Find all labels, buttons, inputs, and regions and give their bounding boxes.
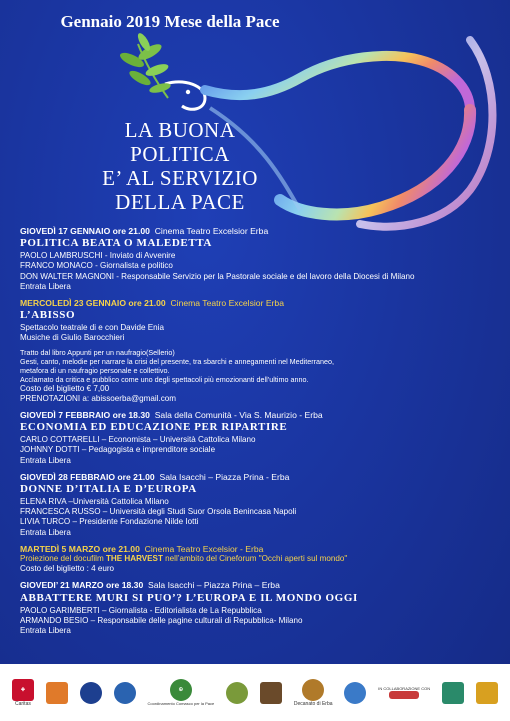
event-date: GIOVEDI’ 21 MARZO ore 18.30 Sala Isacchi – Piazza Prina – Erba bbox=[20, 580, 280, 591]
event-2 bbox=[20, 298, 495, 404]
event-title: DONNE D’ITALIA E D’EUROPA bbox=[20, 483, 197, 496]
sponsor-logo bbox=[46, 682, 68, 704]
events-list bbox=[20, 226, 495, 642]
ticket-price: Costo del biglietto € 7,00 bbox=[20, 383, 110, 393]
ticket-price: Costo del biglietto : 4 euro bbox=[20, 564, 115, 574]
event-line: Entrata Libera bbox=[20, 281, 71, 291]
event-venue: Cinema Teatro Excelsior - Erba bbox=[144, 543, 264, 554]
event-line: Entrata Libera bbox=[20, 455, 71, 465]
sponsor-logo bbox=[226, 682, 248, 704]
sponsor-logo bbox=[476, 682, 498, 704]
film-title: THE HARVEST bbox=[105, 554, 163, 564]
title-line: DELLA PACE bbox=[115, 190, 245, 214]
event-line: Musiche di Giulio Barocchieri bbox=[20, 333, 125, 343]
event-line: DON WALTER MAGNONI - Responsabile Servizio per la Pastorale sociale e del lavoro della Diocesi di Milano bbox=[20, 271, 415, 281]
sponsor-logo bbox=[114, 682, 136, 704]
sponsor-logo bbox=[344, 682, 366, 704]
event-5 bbox=[20, 544, 495, 575]
decanato-erba-logo: Decanato di Erba bbox=[294, 679, 333, 707]
event-date: GIOVEDÌ 17 GENNAIO ore 21.00 Cinema Teatro Excelsior Erba bbox=[20, 226, 269, 236]
event-note: metafora di un naufragio personale e collettivo. bbox=[20, 365, 170, 375]
event-line: FRANCESCA RUSSO – Università degli Studi Suor Orsola Benincasa Napoli bbox=[20, 507, 297, 517]
event-venue: Sala della Comunità - Via S. Maurizio - Erba bbox=[154, 410, 323, 421]
event-title: ABBATTERE MURI SI PUO’? L’EUROPA E IL MONDO OGGI bbox=[20, 591, 358, 604]
poster-header: Gennaio 2019 Mese della Pace bbox=[60, 12, 280, 31]
event-note: Tratto dal libro Appunti per un naufragio(Sellerio) bbox=[20, 347, 175, 357]
collaboration-logo: IN COLLABORAZIONE CON bbox=[378, 686, 430, 699]
event-3 bbox=[20, 410, 495, 466]
event-line: Entrata Libera bbox=[20, 527, 71, 537]
event-date: GIOVEDÌ 28 FEBBRAIO ore 21.00 Sala Isacchi – Piazza Prina - Erba bbox=[20, 471, 290, 482]
event-title: POLITICA BEATA O MALEDETTA bbox=[20, 237, 212, 250]
title-line: LA BUONA bbox=[124, 118, 236, 142]
event-line: FRANCO MONACO - Giornalista e politico bbox=[20, 261, 173, 271]
caritas-logo: ✚ Caritas bbox=[12, 679, 34, 707]
event-date: MERCOLEDÌ 23 GENNAIO ore 21.00 Cinema Teatro Excelsior Erba bbox=[20, 298, 284, 309]
booking-info: PRENOTAZIONI a: abissoerba@gmail.com bbox=[20, 393, 177, 403]
event-date: GIOVEDÌ 7 FEBBRAIO ore 18.30 Sala della Comunità - Via S. Maurizio - Erba bbox=[20, 410, 323, 421]
olive-branch-icon bbox=[118, 31, 172, 98]
event-line: PAOLO LAMBRUSCHI - Inviato di Avvenire bbox=[20, 251, 176, 261]
event-4 bbox=[20, 472, 495, 538]
event-note: Gesti, canto, melodie per narrare la crisi del presente, tra sbarchi e annegamenti nel Mediterraneo, bbox=[20, 356, 335, 366]
sponsor-logo bbox=[260, 682, 282, 704]
event-1 bbox=[20, 226, 495, 292]
event-line: CARLO COTTARELLI – Economista – Università Cattolica Milano bbox=[20, 435, 256, 445]
event-line: LIVIA TURCO – Presidente Fondazione Nilde Iotti bbox=[20, 517, 199, 527]
event-line: ELENA RIVA –Università Cattolica Milano bbox=[20, 497, 169, 507]
event-venue: Cinema Teatro Excelsior Erba bbox=[154, 226, 269, 236]
sponsor-logo bbox=[80, 682, 102, 704]
title-line: E’ AL SERVIZIO bbox=[102, 166, 258, 190]
event-venue: Sala Isacchi – Piazza Prina - Erba bbox=[159, 471, 290, 482]
event-6 bbox=[20, 580, 495, 636]
event-line: Spettacolo teatrale di e con Davide Enia bbox=[20, 323, 164, 333]
sponsor-logo bbox=[442, 682, 464, 704]
sponsor-logos-bar bbox=[0, 664, 510, 721]
event-venue: Cinema Teatro Excelsior Erba bbox=[170, 298, 284, 309]
main-title bbox=[70, 118, 290, 214]
event-note: Acclamato da critica e pubblico come uno degli spettacoli più emozionanti dell’ultimo anno. bbox=[20, 374, 309, 384]
event-title: ECONOMIA ED EDUCAZIONE PER RIPARTIRE bbox=[20, 421, 288, 434]
event-line: PAOLO GARIMBERTI – Giornalista - Editorialista de La Repubblica bbox=[20, 605, 262, 615]
coordinamento-pace-logo: ☮ Coordinamento Comasco per la Pace bbox=[148, 679, 215, 706]
event-line: JOHNNY DOTTI – Pedagogista e imprenditore sociale bbox=[20, 445, 216, 455]
film-description: Proiezione del docufilm THE HARVEST nell’ambito del Cineforum "Occhi aperti sul mondo" bbox=[20, 554, 348, 564]
title-line: POLITICA bbox=[130, 142, 230, 166]
event-line: Entrata Libera bbox=[20, 626, 71, 636]
event-venue: Sala Isacchi – Piazza Prina – Erba bbox=[148, 580, 280, 591]
event-line: ARMANDO BESIO – Responsabile delle pagine culturali di Repubblica- Milano bbox=[20, 615, 303, 625]
event-title: L’ABISSO bbox=[20, 309, 76, 322]
event-date: MARTEDÌ 5 MARZO ore 21.00 Cinema Teatro Excelsior - Erba bbox=[20, 543, 264, 554]
